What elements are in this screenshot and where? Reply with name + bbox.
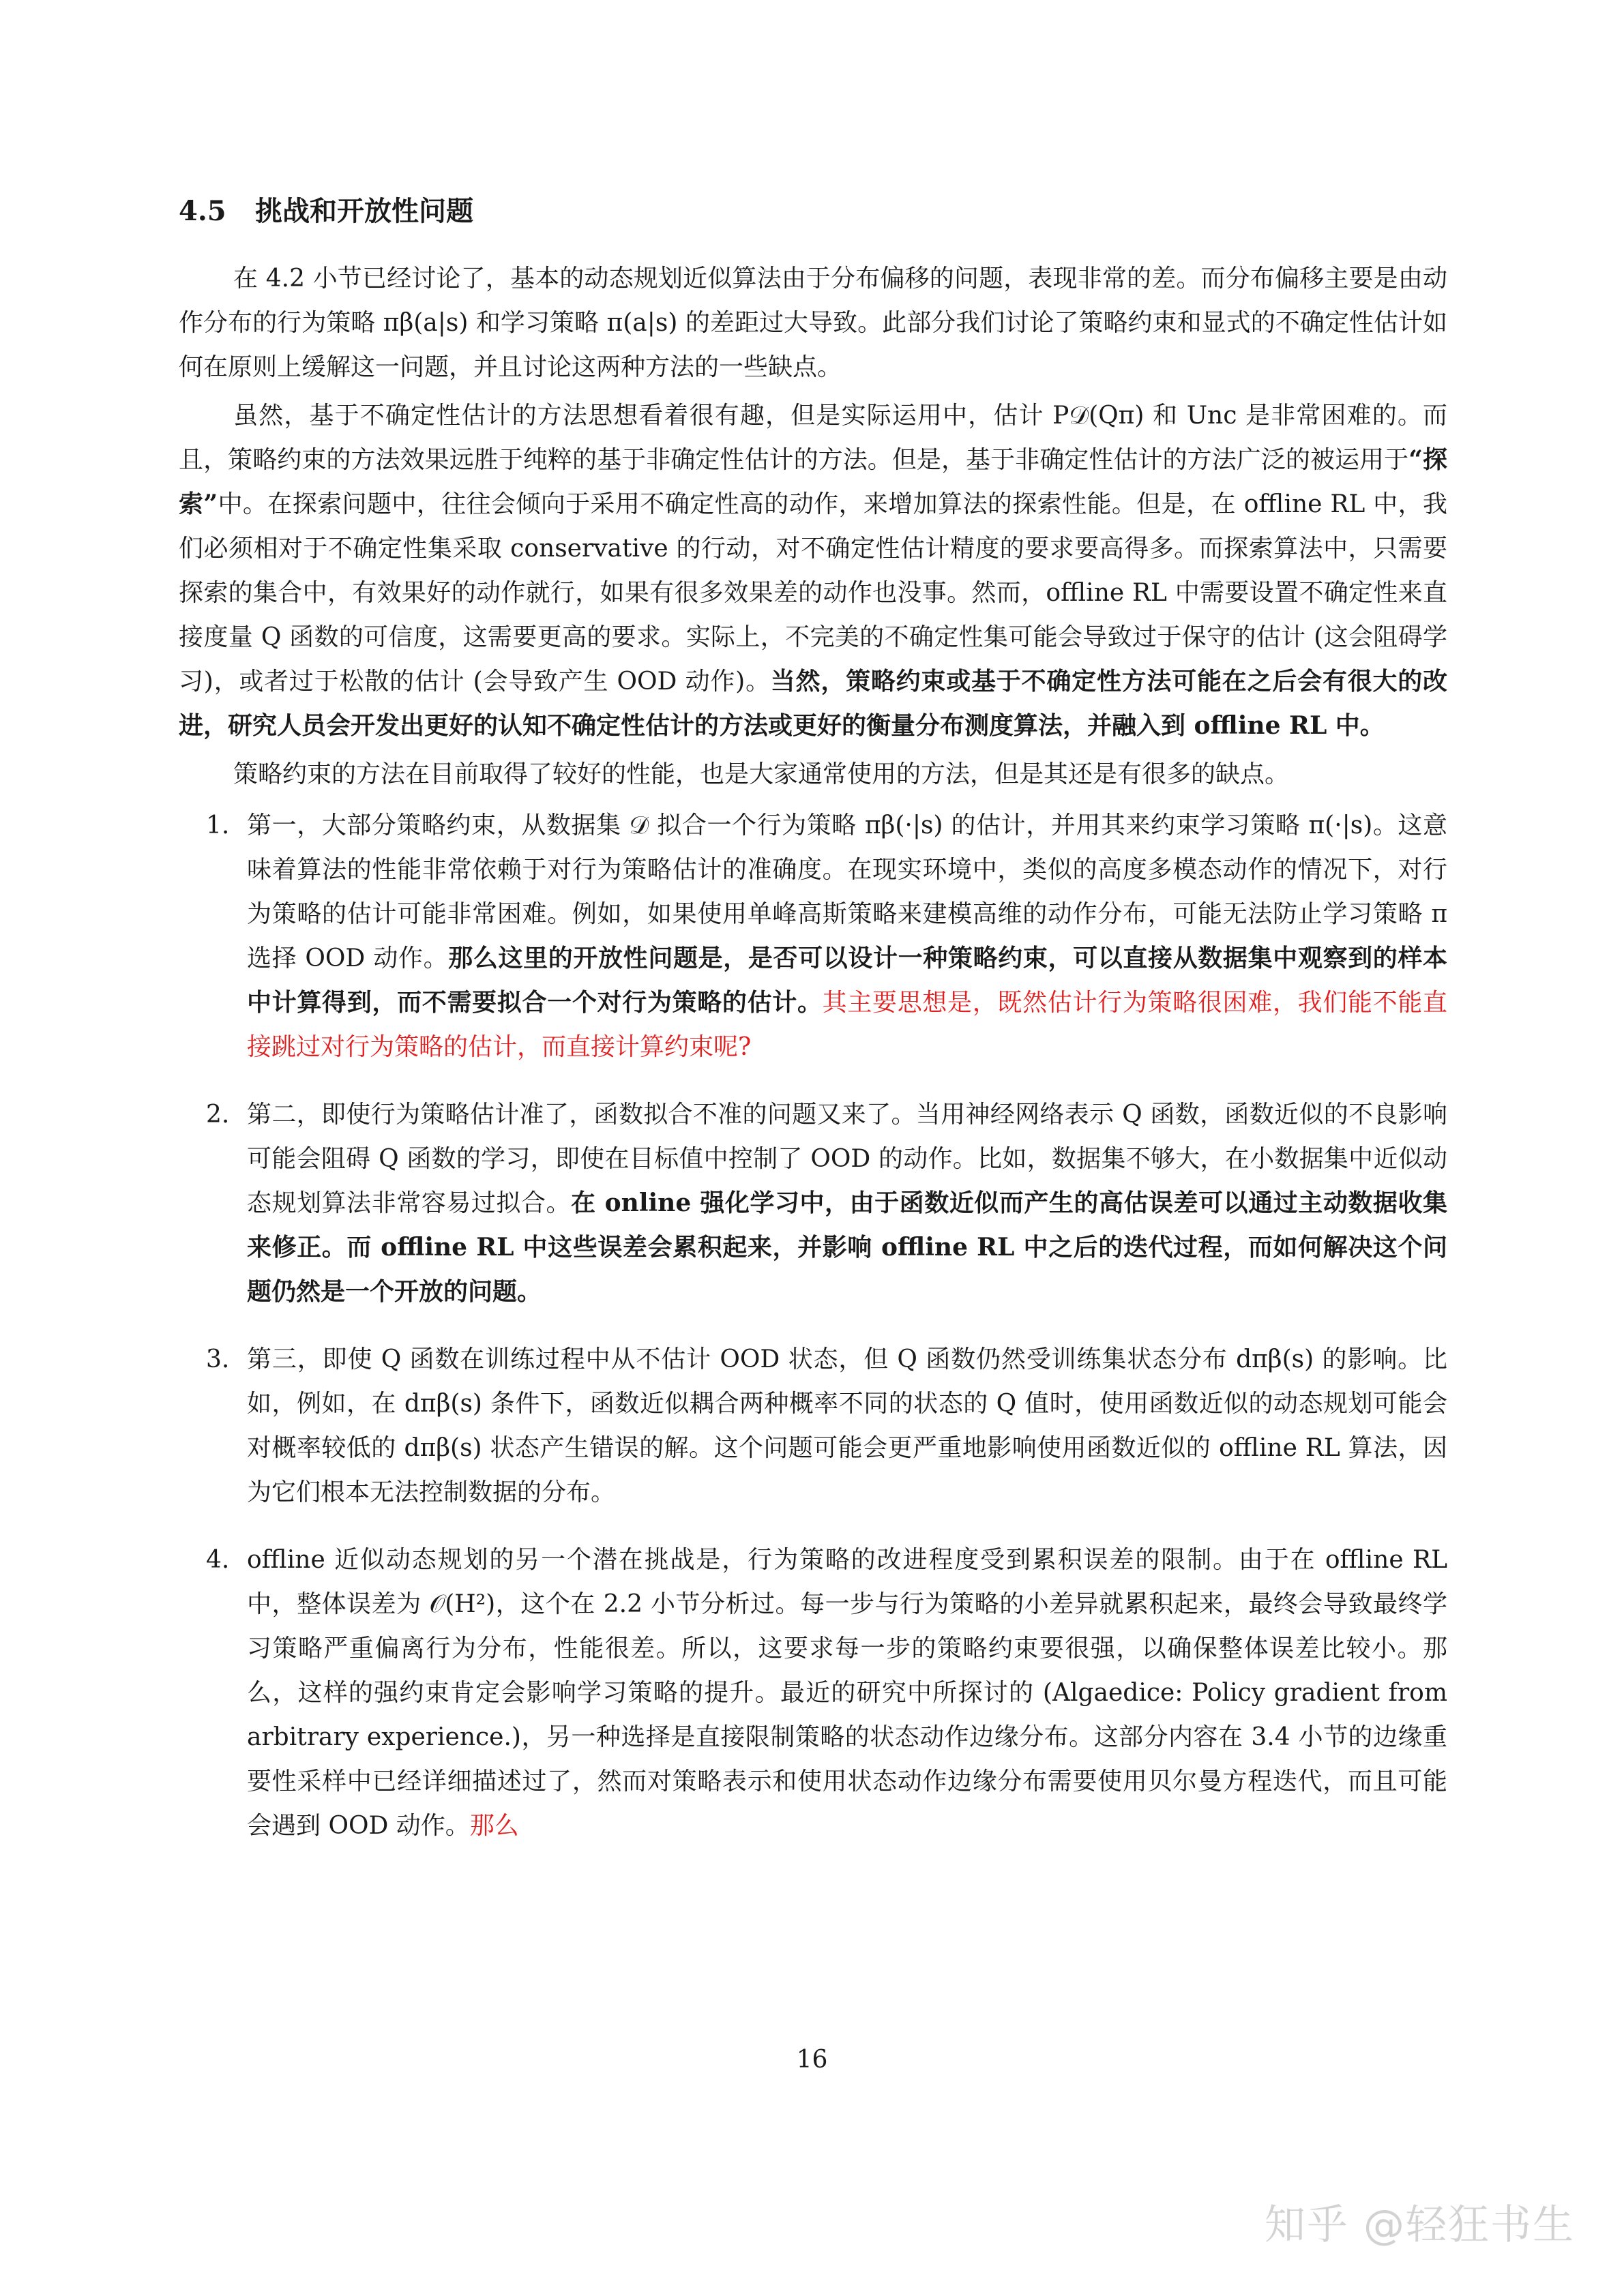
item-number: 1. — [206, 811, 230, 839]
item-number: 2. — [206, 1101, 230, 1129]
challenges-list — [179, 803, 1447, 1848]
paragraph-text: 中。在探索问题中，往往会倾向于采用不确定性高的动作，来增加算法的探索性能。但是，在 offline RL 中，我们必须相对于不确定性集采取 conservative 的行动，对不确定性估计精度的要求要高得多。而探索算法中，只需要探索的集合中，有效果好的动作就行，如果有很多效果差的动作也没事。然而，offline RL 中需要设置不确定性来直接度量 Q 函数的可信度，这需要更高的要求。实际上，不完美的不确定性集可能会导致过于保守的估计 (这会阻碍学习)，或者过于松散的估计 (会导致产生 OOD 动作)。 — [179, 490, 1447, 696]
item-text: 第三，即使 Q 函数在训练过程中从不估计 OOD 状态，但 Q 函数仍然受训练集状态分布 dπβ(s) 的影响。比如，例如，在 dπβ(s) 条件下，函数近似耦合两种概率不同的状态的 Q 值时，使用函数近似的动态规划可能会对概率较低的 dπβ(s) 状态产生错误的解。这个问题可能会更严重地影响使用函数近似的 offline RL 算法，因为它们根本无法控制数据的分布。 — [247, 1345, 1447, 1506]
item-red-annotation: 其主要思想是，既然估计行为策略很困难，我们能不能直接跳过对行为策略的估计，而直接计算约束呢? — [247, 989, 1447, 1061]
paragraph-text: 在 4.2 小节已经讨论了，基本的动态规划近似算法由于分布偏移的问题，表现非常的差。而分布偏移主要是由动作分布的行为策略 πβ(a|s) 和学习策略 π(a|s) 的差距过大导致。此部分我们讨论了策略约束和显式的不确定性估计如何在原则上缓解这一问题，并且讨论这两种方法的一些缺点。 — [179, 265, 1447, 381]
list-item — [179, 1538, 1447, 1848]
page-content — [179, 192, 1447, 1871]
section-heading — [179, 192, 1447, 230]
paragraph-text: 虽然，基于不确定性估计的方法思想看着很有趣，但是实际运用中，估计 P𝒟(Qπ) 和 Unc 是非常困难的。而且，策略约束的方法效果远胜于纯粹的基于非确定性估计的方法。但是，基于非确定性估计的方法广泛的被运用于 — [179, 402, 1447, 474]
item-number: 3. — [206, 1345, 230, 1373]
exploration-quote: “探索” — [179, 445, 1447, 518]
item-red-annotation: 那么 — [469, 1812, 519, 1840]
item-bold-text: 在 online 强化学习中，由于函数近似而产生的高估误差可以通过主动数据收集来修正。而 offline RL 中这些误差会累积起来，并影响 offline RL 中之后的迭代过程，而如何解决这个问题仍然是一个开放的问题。 — [247, 1189, 1447, 1306]
item-text: 第一，大部分策略约束，从数据集 𝒟 拟合一个行为策略 πβ(·|s) 的估计，并用其来约束学习策略 π(·|s)。这意味着算法的性能非常依赖于对行为策略估计的准确度。在现实环境中，类似的高度多模态动作的情况下，对行为策略的估计可能非常困难。例如，如果使用单峰高斯策略来建模高维的动作分布，可能无法防止学习策略 π 选择 OOD 动作。 — [247, 811, 1447, 972]
paragraph-policy-constraint — [179, 752, 1447, 796]
item-number: 4. — [206, 1546, 230, 1574]
section-number: 4.5 — [179, 195, 226, 227]
section-title: 挑战和开放性问题 — [255, 195, 473, 227]
paragraph-distribution-shift — [179, 256, 1447, 389]
bold-conclusion: 当然，策略约束或基于不确定性方法可能在之后会有很大的改进，研究人员会开发出更好的认知不确定性估计的方法或更好的衡量分布测度算法，并融入到 offline RL 中。 — [179, 667, 1447, 740]
item-text: offline 近似动态规划的另一个潜在挑战是，行为策略的改进程度受到累积误差的限制。由于在 offline RL 中，整体误差为 𝒪(H²)，这个在 2.2 小节分析过。每一步与行为策略的小差异就累积起来，最终会导致最终学习策略严重偏离行为分布，性能很差。所以，这要求每一步的策略约束要很强，以确保整体误差比较小。那么，这样的强约束肯定会影响学习策略的提升。最近的研究中所探讨的 (Algaedice: Policy gradient from arbitrary experience.)，另一种选择是直接限制策略的状态动作边缘分布。这部分内容在 3.4 小节的边缘重要性采样中已经详细描述过了，然而对策略表示和使用状态动作边缘分布需要使用贝尔曼方程迭代，而且可能会遇到 OOD 动作。 — [247, 1546, 1447, 1840]
page-number: 16 — [796, 2046, 828, 2074]
paragraph-uncertainty — [179, 393, 1447, 748]
item-text: 第二，即使行为策略估计准了，函数拟合不准的问题又来了。当用神经网络表示 Q 函数，函数近似的不良影响可能会阻碍 Q 函数的学习，即使在目标值中控制了 OOD 的动作。比如，数据集不够大，在小数据集中近似动态规划算法非常容易过拟合。 — [247, 1101, 1447, 1217]
list-item — [179, 1337, 1447, 1515]
watermark: 知乎 @轻狂书生 — [1264, 2201, 1575, 2249]
list-item — [179, 803, 1447, 1069]
paragraph-text: 策略约束的方法在目前取得了较好的性能，也是大家通常使用的方法，但是其还是有很多的缺点。 — [233, 760, 1290, 788]
item-bold-text: 那么这里的开放性问题是，是否可以设计一种策略约束，可以直接从数据集中观察到的样本中计算得到，而不需要拟合一个对行为策略的估计。 — [247, 944, 1447, 1017]
list-item — [179, 1092, 1447, 1314]
